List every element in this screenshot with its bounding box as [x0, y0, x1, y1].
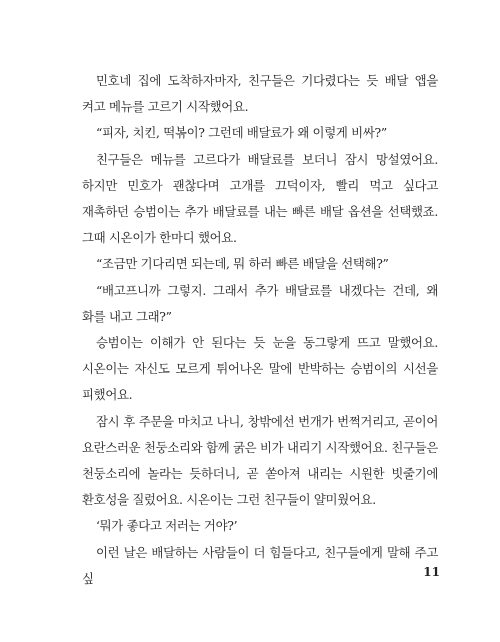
paragraph: ‘뭐가 좋다고 저러는 거야?’: [96, 518, 238, 534]
page-number: 11: [423, 565, 440, 579]
paragraph: 친구들은 메뉴를 고르다가 배달료를 보더니 잠시 망설였어요. 하지만 민호가 괜찮다며 고개를 끄덕이자, 빨리 먹고 싶다고 재촉하던 승범이는 추가 배달료를 내는 빠른 배달 옵션을 선택했죠. 그때 시온이가 한마디 했어요.: [82, 151, 438, 246]
paragraph: 이런 날은 배달하는 사람들이 더 힘들다고, 친구들에게 말해 주고 싶: [82, 544, 438, 586]
paragraph: “배고프니까 그렇지. 그래서 추가 배달료를 내겠다는 건데, 왜 화를 내고 그래?”: [82, 282, 438, 324]
body-text: [82, 68, 438, 592]
paragraph: “조금만 기다리면 되는데, 뭐 하러 빠른 배달을 선택해?”: [96, 256, 389, 272]
paragraph: “피자, 치킨, 떡볶이? 그런데 배달료가 왜 이렇게 비싸?”: [96, 125, 387, 141]
paragraph: 잠시 후 주문을 마치고 나니, 창밖에선 번개가 번쩍거리고, 곧이어 요란스러운 천둥소리와 함께 굵은 비가 내리기 시작했어요. 친구들은 천둥소리에 놀라는 듯하더니, 곧 쏟아져 내리는 시원한 빗줄기에 환호성을 질렀어요. 시온이는 그런 친구들이 얄미웠어요.: [82, 413, 438, 508]
paragraph: 민호네 집에 도착하자마자, 친구들은 기다렸다는 듯 배달 앱을 켜고 메뉴를 고르기 시작했어요.: [82, 73, 438, 115]
paragraph: 승범이는 이해가 안 된다는 듯 눈을 동그랗게 뜨고 말했어요. 시온이는 자신도 모르게 튀어나온 말에 반박하는 승범이의 시선을 피했어요.: [82, 335, 438, 403]
